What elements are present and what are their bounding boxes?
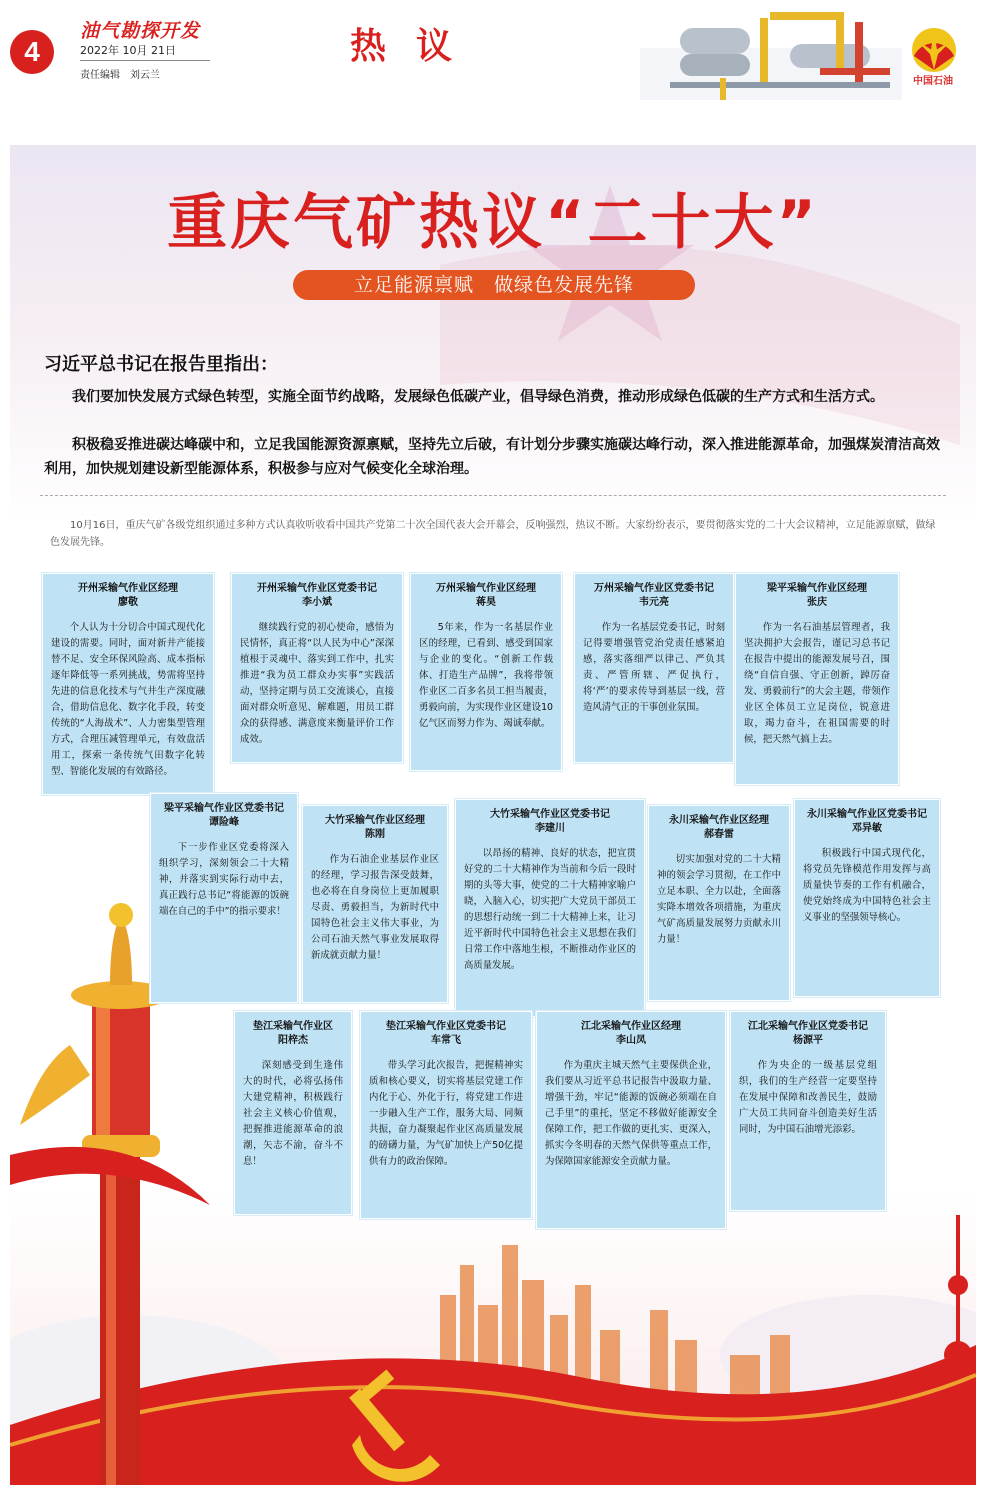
section-name: 油气勘探开发 [80, 20, 201, 42]
card-role: 梁平采输气作业区党委书记 [164, 803, 284, 814]
card-text: 作为石油企业基层作业区的经理，学习报告深受鼓舞，也必将在自身岗位上更加履职尽责、勇毅担当，为新时代中国特色社会主义伟大事业，为公司石油天然气事业发展取得新成就贡献力量！ [311, 854, 439, 961]
card-text: 5年来，作为一名基层作业区的经理，已看到、感受到国家与企业的变化。“创新工作载体、打造生产品牌”，我将带领作业区二百多名员工担当履责，勇毅向前，为实现作业区建设10亿气区而努力作为、竭诚奉献。 [419, 622, 553, 729]
card-text: 深刻感受到生逢伟大的时代，必将弘扬伟大建党精神，积极践行社会主义核心价值观，把握推进能源革命的浪潮，矢志不渝，奋斗不息！ [243, 1060, 343, 1167]
main-headline: 重庆气矿热议“二十大” [167, 188, 819, 258]
card-text: 继续践行党的初心使命，感悟为民情怀，真正将“以人民为中心”深深植根于灵魂中、落实到工作中，扎实推进“我为员工群众办实事”实践活动，坚持定期与员工交流谈心，直接面对群众听意见、解难题，用员工群众的获得感、满意度来衡量评价工作成效。 [240, 622, 394, 745]
card-role: 永川采输气作业区党委书记 [807, 809, 927, 820]
card-role: 万州采输气作业区经理 [436, 583, 536, 594]
card-name: 蒋昊 [476, 597, 496, 608]
card-name: 韦元亮 [639, 597, 669, 608]
card-name: 阳梓杰 [278, 1035, 308, 1046]
card-name: 邓异敏 [852, 823, 882, 834]
card-name: 张庆 [807, 597, 827, 608]
card-text: 作为一名石油基层管理者，我坚决拥护大会报告，谨记习总书记在报告中提出的能源发展号召，围绕“自信自强、守正创新，踔厉奋发、勇毅前行”的大会主题，带领作业区全体员工立足岗位，锐意进取，竭力奋斗，在祖国需要的时候，把天然气搞上去。 [744, 622, 890, 745]
opinion-card [536, 1011, 726, 1229]
issue-date: 2022年 10月 21日 [80, 44, 176, 57]
card-text: 作为一名基层党委书记，时刻记得要增强管党治党责任感紧迫感，落实落细严以律己、严负其责、严管所辖、严促执行，将‘严’的要求传导到基层一线，营造风清气正的干事创业氛围。 [583, 622, 725, 713]
card-role: 垫江采输气作业区 [253, 1021, 333, 1032]
opinion-card [234, 1011, 352, 1215]
card-text: 切实加强对党的二十大精神的领会学习贯彻，在工作中立足本职、全力以赴，全面落实降本增效各项措施，为重庆气矿高质量发展努力贡献永川力量！ [657, 854, 781, 945]
card-role: 大竹采输气作业区经理 [325, 815, 425, 826]
card-name: 李建川 [535, 823, 565, 834]
opinion-card [231, 573, 403, 763]
logo-text: 中国石油 [913, 76, 953, 87]
header-divider [80, 60, 210, 61]
card-role: 江北采输气作业区经理 [581, 1021, 681, 1032]
card-text: 以昂扬的精神、良好的状态，把宣贯好党的二十大精神作为当前和今后一段时期的头等大事，使党的二十大精神家喻户晓，入脑入心，切实把广大党员干部员工的思想行动统一到二十大精神上来，让习近平新时代中国特色社会主义思想在我们日常工作中落地生根，不断推动作业区的高质量发展。 [464, 848, 636, 971]
card-text: 个人认为十分切合中国式现代化建设的需要。同时，面对新井产能接替不足、安全环保风险高、成本指标逐年降低等一系列挑战，势需将坚持先进的信息化技术与气井生产深度融合，借助信息化、数字化手段，转变传统的“人海战术”、人力密集型管理方式，合理压减管理单元，有效盘活用工，探索一条传统气田数字化转型、智能化发展的有效路径。 [51, 622, 205, 777]
quote-heading: 习近平总书记在报告里指出： [44, 354, 278, 375]
card-name: 杨源平 [793, 1035, 823, 1046]
card-role: 开州采输气作业区党委书记 [257, 583, 377, 594]
card-text: 作为重庆主城天然气主要保供企业，我们要从习近平总书记报告中汲取力量、增强干劲，牢记“能源的饭碗必须端在自己手里”的重托，坚定不移做好能源安全保障工作，把工作做的更扎实、更深入，抓实今冬明春的天然气保供等重点工作，为保障国家能源安全贡献力量。 [545, 1060, 717, 1167]
page-header [0, 0, 984, 115]
card-role: 开州采输气作业区经理 [78, 583, 178, 594]
opinion-card [648, 805, 790, 1001]
opinion-card [730, 1011, 886, 1211]
card-role: 大竹采输气作业区党委书记 [490, 809, 610, 820]
card-name: 李山凤 [616, 1035, 646, 1046]
gas-plant-illustration [640, 8, 902, 100]
card-role: 江北采输气作业区党委书记 [748, 1021, 868, 1032]
subheadline-banner: 立足能源禀赋 做绿色发展先锋 [293, 270, 695, 300]
card-name: 李小斌 [302, 597, 332, 608]
page-number: 4 [10, 30, 54, 74]
opinion-card [794, 799, 940, 997]
card-text: 下一步作业区党委将深入组织学习，深刻领会二十大精神，并落实到实际行动中去，真正践行总书记“将能源的饭碗端在自己的手中”的指示要求！ [159, 842, 289, 917]
opinion-card [360, 1011, 532, 1219]
card-name: 陈刚 [365, 829, 385, 840]
responsible-editor: 责任编辑 刘云兰 [80, 70, 160, 81]
card-role: 万州采输气作业区党委书记 [594, 583, 714, 594]
lede-paragraph: 10月16日，重庆气矿各级党组织通过多种方式认真收听收看中国共产党第二十次全国代表大会开幕会，反响强烈，热议不断。大家纷纷表示，要贯彻落实党的二十大会议精神，立足能源禀赋，做绿色发展先锋。 [50, 520, 936, 548]
card-name: 郝春雷 [704, 829, 734, 840]
opinion-card [42, 573, 214, 795]
opinion-card [735, 573, 899, 785]
column-title: 热议 [350, 25, 483, 67]
card-role: 梁平采输气作业区经理 [767, 583, 867, 594]
card-text: 作为央企的一级基层党组织，我们的生产经营一定要坚持在发展中保障和改善民生，鼓励广大员工共同奋斗创造美好生活同时，为中国石油增光添彩。 [739, 1060, 877, 1135]
card-text: 积极践行中国式现代化，将党员先锋模范作用发挥与高质量快节奏的工作有机融合，使党始终成为中国特色社会主义事业的坚强领导核心。 [803, 848, 931, 923]
opinion-card [574, 573, 734, 763]
quote-paragraph-2: 积极稳妥推进碳达峰碳中和，立足我国能源资源禀赋，坚持先立后破，有计划分步骤实施碳达峰行动，深入推进能源革命，加强煤炭清洁高效利用，加快规划建设新型能源体系，积极参与应对气候变化全球治理。 [44, 437, 940, 477]
section-divider [40, 495, 946, 496]
card-name: 谭险峰 [209, 817, 239, 828]
card-name: 廖敬 [118, 597, 138, 608]
card-role: 垫江采输气作业区党委书记 [386, 1021, 506, 1032]
card-text: 带头学习此次报告，把握精神实质和核心要义，切实将基层党建工作内化于心、外化于行，将党建工作进一步融入生产工作，服务大局、同频共振，奋力凝聚起作业区高质量发展的磅礴力量，为气矿加快上产50亿提供有力的政治保障。 [369, 1060, 523, 1167]
opinion-card [410, 573, 562, 771]
card-name: 车常飞 [431, 1035, 461, 1046]
opinion-card [302, 805, 448, 1003]
quote-paragraph-1: 我们要加快发展方式绿色转型，实施全面节约战略，发展绿色低碳产业，倡导绿色消费，推动形成绿色低碳的生产方式和生活方式。 [72, 389, 884, 405]
feature-panel [10, 145, 976, 1485]
card-role: 永川采输气作业区经理 [669, 815, 769, 826]
opinion-card [150, 793, 298, 1003]
opinion-card [455, 799, 645, 1017]
